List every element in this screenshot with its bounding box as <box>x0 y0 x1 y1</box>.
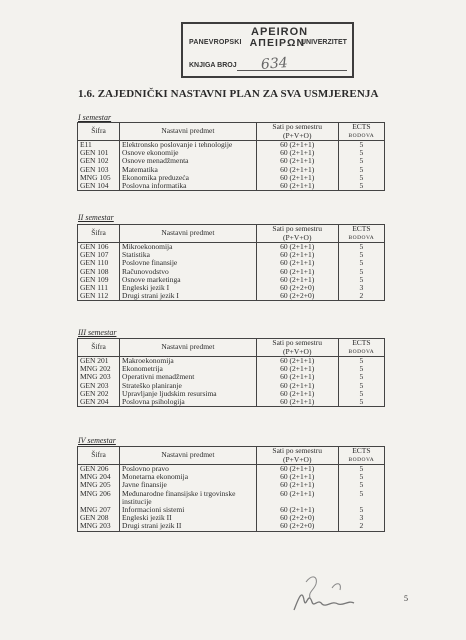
table-row <box>78 292 385 301</box>
course-ects: 5 <box>338 157 384 165</box>
course-code: GEN 103 <box>78 166 120 174</box>
header-sati <box>256 339 338 357</box>
course-name: Mikroekonomija <box>120 243 257 252</box>
course-name: Engleski jezik II <box>120 514 257 522</box>
course-code: E11 <box>78 141 120 150</box>
course-ects: 5 <box>338 465 384 474</box>
table-row <box>78 243 385 252</box>
table-row <box>78 390 385 398</box>
course-hours: 60 (2+1+1) <box>256 473 338 481</box>
course-code: GEN 202 <box>78 390 120 398</box>
course-hours: 60 (2+1+1) <box>256 276 338 284</box>
course-hours: 60 (2+1+1) <box>256 149 338 157</box>
table-row <box>78 141 385 150</box>
table-header-row <box>78 447 385 465</box>
course-hours: 60 (2+1+1) <box>256 174 338 182</box>
course-hours: 60 (2+1+1) <box>256 268 338 276</box>
course-hours: 60 (2+1+1) <box>256 465 338 474</box>
course-code: MNG 105 <box>78 174 120 182</box>
course-ects: 5 <box>338 276 384 284</box>
course-name: Monetarna ekonomija <box>120 473 257 481</box>
table-row <box>78 284 385 292</box>
course-hours: 60 (2+2+0) <box>256 522 338 531</box>
header-ects <box>338 123 384 141</box>
course-hours: 60 (2+1+1) <box>256 490 338 506</box>
course-code: MNG 207 <box>78 506 120 514</box>
table-row <box>78 465 385 474</box>
header-predmet: Nastavni predmet <box>120 447 257 465</box>
table-row <box>78 522 385 531</box>
header-ects-sub: BODOVA <box>348 234 375 241</box>
course-ects: 3 <box>338 514 384 522</box>
header-sifra: Šifra <box>78 447 120 465</box>
course-hours: 60 (2+2+0) <box>256 292 338 301</box>
course-name: Strateško planiranje <box>120 382 257 390</box>
header-ects-main: ECTS <box>352 122 371 131</box>
course-ects: 5 <box>338 382 384 390</box>
header-sati <box>256 123 338 141</box>
semester-table <box>77 338 385 407</box>
stamp-registry-label: KNJIGA BROJ <box>189 62 237 69</box>
semester-table <box>77 122 385 191</box>
table-row <box>78 149 385 157</box>
table-row <box>78 514 385 522</box>
course-name: Elektronsko poslovanje i tehnologije <box>120 141 257 150</box>
course-name: Osnove menadžmenta <box>120 157 257 165</box>
header-ects-sub: BODOVA <box>348 348 375 355</box>
header-ects <box>338 447 384 465</box>
header-ects <box>338 339 384 357</box>
course-ects: 5 <box>338 268 384 276</box>
course-code: GEN 203 <box>78 382 120 390</box>
table-row <box>78 481 385 489</box>
course-ects: 5 <box>338 506 384 514</box>
header-sifra: Šifra <box>78 339 120 357</box>
header-sifra: Šifra <box>78 123 120 141</box>
course-ects: 2 <box>338 292 384 301</box>
course-ects: 5 <box>338 141 384 150</box>
course-name: Javne finansije <box>120 481 257 489</box>
course-ects: 5 <box>338 365 384 373</box>
course-name: Drugi strani jezik I <box>120 292 257 301</box>
course-code: GEN 112 <box>78 292 120 301</box>
course-name: Drugi strani jezik II <box>120 522 257 531</box>
course-name: Operativni menadžment <box>120 373 257 381</box>
course-hours: 60 (2+1+1) <box>256 141 338 150</box>
course-code: GEN 101 <box>78 149 120 157</box>
header-sati-sub: (P+V+O) <box>282 232 312 242</box>
course-hours: 60 (2+2+0) <box>256 514 338 522</box>
table-header-row <box>78 225 385 243</box>
course-ects: 5 <box>338 243 384 252</box>
header-sati-main: Sati po semestru <box>272 338 322 347</box>
course-ects: 5 <box>338 166 384 174</box>
header-sati-sub: (P+V+O) <box>282 346 312 356</box>
table-row <box>78 506 385 514</box>
header-predmet: Nastavni predmet <box>120 339 257 357</box>
stamp-left-text: PANEVROPSKI <box>189 39 242 46</box>
course-name: Međunarodne finansijske i trgovinske institucije <box>120 490 257 506</box>
course-code: GEN 108 <box>78 268 120 276</box>
course-name: Računovodstvo <box>120 268 257 276</box>
course-name: Poslovne finansije <box>120 259 257 267</box>
course-ects: 5 <box>338 174 384 182</box>
section-heading: 1.6. ZAJEDNIČKI NASTAVNI PLAN ZA SVA USMJERENJA <box>78 88 379 100</box>
table-header-row <box>78 123 385 141</box>
table-header-row <box>78 339 385 357</box>
course-name: Poslovna psihologija <box>120 398 257 407</box>
header-ects-main: ECTS <box>352 446 371 455</box>
header-sati-sub: (P+V+O) <box>282 130 312 140</box>
stamp-logo-top: APEIRON <box>251 26 309 38</box>
course-hours: 60 (2+1+1) <box>256 390 338 398</box>
header-ects-main: ECTS <box>352 338 371 347</box>
course-code: GEN 206 <box>78 465 120 474</box>
semester-label: I semestar <box>78 113 112 122</box>
course-code: GEN 109 <box>78 276 120 284</box>
header-sati <box>256 225 338 243</box>
header-predmet: Nastavni predmet <box>120 225 257 243</box>
course-name: Ekonometrija <box>120 365 257 373</box>
table-row <box>78 157 385 165</box>
header-ects <box>338 225 384 243</box>
course-hours: 60 (2+1+1) <box>256 157 338 165</box>
header-sati <box>256 447 338 465</box>
course-ects: 5 <box>338 251 384 259</box>
course-ects: 5 <box>338 481 384 489</box>
course-hours: 60 (2+1+1) <box>256 481 338 489</box>
course-name: Upravljanje ljudskim resursima <box>120 390 257 398</box>
table-row <box>78 276 385 284</box>
course-code: GEN 111 <box>78 284 120 292</box>
header-ects-sub: BODOVA <box>348 456 375 463</box>
table-row <box>78 382 385 390</box>
course-code: GEN 104 <box>78 182 120 191</box>
table-row <box>78 490 385 506</box>
table-row <box>78 365 385 373</box>
course-name: Poslovno pravo <box>120 465 257 474</box>
semester-label: III semestar <box>78 328 117 337</box>
course-hours: 60 (2+1+1) <box>256 259 338 267</box>
course-name: Engleski jezik I <box>120 284 257 292</box>
page-number: 5 <box>404 594 408 603</box>
stamp-registry-number: 634 <box>260 55 289 73</box>
stamp-underline <box>237 70 347 71</box>
course-ects: 5 <box>338 149 384 157</box>
course-name: Poslovna informatika <box>120 182 257 191</box>
table-row <box>78 398 385 407</box>
course-ects: 5 <box>338 473 384 481</box>
stamp-logo-bottom: ΑΠΕΙΡΩΝ <box>249 38 306 49</box>
course-name: Statistika <box>120 251 257 259</box>
course-code: MNG 206 <box>78 490 120 506</box>
course-hours: 60 (2+1+1) <box>256 243 338 252</box>
header-predmet: Nastavni predmet <box>120 123 257 141</box>
course-hours: 60 (2+1+1) <box>256 357 338 366</box>
header-sati-main: Sati po semestru <box>272 446 322 455</box>
course-ects: 5 <box>338 390 384 398</box>
course-hours: 60 (2+1+1) <box>256 166 338 174</box>
table-row <box>78 251 385 259</box>
course-name: Informacioni sistemi <box>120 506 257 514</box>
semester-label: IV semestar <box>78 436 116 445</box>
handwritten-signature <box>288 570 368 625</box>
table-row <box>78 357 385 366</box>
course-hours: 60 (2+2+0) <box>256 284 338 292</box>
table-row <box>78 174 385 182</box>
course-code: MNG 203 <box>78 373 120 381</box>
course-code: GEN 110 <box>78 259 120 267</box>
course-code: GEN 102 <box>78 157 120 165</box>
course-ects: 5 <box>338 259 384 267</box>
course-code: GEN 106 <box>78 243 120 252</box>
course-name: Osnove marketinga <box>120 276 257 284</box>
course-ects: 3 <box>338 284 384 292</box>
semester-table <box>77 224 385 301</box>
course-hours: 60 (2+1+1) <box>256 373 338 381</box>
course-name: Matematika <box>120 166 257 174</box>
course-name: Makroekonomija <box>120 357 257 366</box>
header-sati-sub: (P+V+O) <box>282 454 312 464</box>
course-ects: 5 <box>338 182 384 191</box>
header-sifra: Šifra <box>78 225 120 243</box>
course-code: MNG 202 <box>78 365 120 373</box>
course-code: GEN 204 <box>78 398 120 407</box>
course-ects: 5 <box>338 490 384 506</box>
course-ects: 2 <box>338 522 384 531</box>
course-code: MNG 203 <box>78 522 120 531</box>
course-code: GEN 208 <box>78 514 120 522</box>
table-row <box>78 268 385 276</box>
header-sati-main: Sati po semestru <box>272 224 322 233</box>
semester-table <box>77 446 385 532</box>
course-hours: 60 (2+1+1) <box>256 365 338 373</box>
course-hours: 60 (2+1+1) <box>256 398 338 407</box>
course-code: MNG 204 <box>78 473 120 481</box>
course-hours: 60 (2+1+1) <box>256 182 338 191</box>
stamp-right-text: UNIVERZITET <box>301 39 347 46</box>
course-ects: 5 <box>338 398 384 407</box>
course-hours: 60 (2+1+1) <box>256 382 338 390</box>
course-name: Ekonomika preduzeća <box>120 174 257 182</box>
course-hours: 60 (2+1+1) <box>256 506 338 514</box>
course-code: GEN 201 <box>78 357 120 366</box>
course-code: MNG 205 <box>78 481 120 489</box>
header-ects-main: ECTS <box>352 224 371 233</box>
course-ects: 5 <box>338 357 384 366</box>
table-row <box>78 182 385 191</box>
semester-label: II semestar <box>78 213 114 222</box>
header-sati-main: Sati po semestru <box>272 122 322 131</box>
table-row <box>78 473 385 481</box>
course-name: Osnove ekonomije <box>120 149 257 157</box>
course-code: GEN 107 <box>78 251 120 259</box>
university-stamp <box>181 22 354 78</box>
course-ects: 5 <box>338 373 384 381</box>
table-row <box>78 373 385 381</box>
course-hours: 60 (2+1+1) <box>256 251 338 259</box>
table-row <box>78 166 385 174</box>
table-row <box>78 259 385 267</box>
header-ects-sub: BODOVA <box>348 132 375 139</box>
